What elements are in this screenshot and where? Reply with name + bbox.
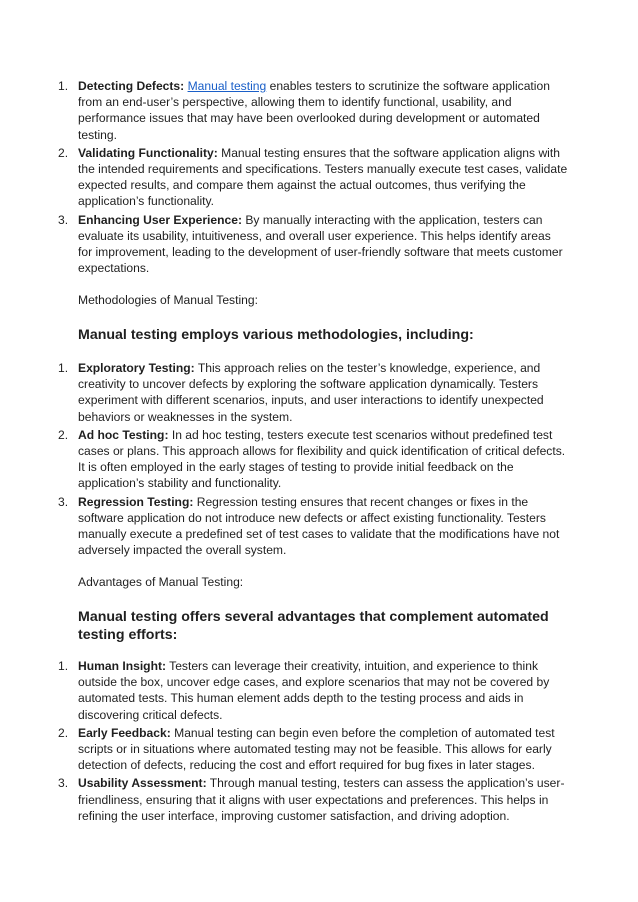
advantages-label: Advantages of Manual Testing: bbox=[78, 575, 244, 589]
list-text: Testers can leverage their creativity, intuition, and experience to think outside the box, uncover edge cases, and explore scenarios that may not be covered by automated tests. This human element adds depth to the testing process and aids in discovering critical defects. bbox=[78, 659, 550, 722]
list-term: Exploratory Testing: bbox=[78, 361, 195, 375]
list-term: Human Insight: bbox=[78, 659, 167, 673]
methodologies-label: Methodologies of Manual Testing: bbox=[78, 293, 258, 307]
list-term: Regression Testing: bbox=[78, 494, 194, 509]
list-item bbox=[58, 658, 568, 723]
list-number: 1. bbox=[58, 79, 69, 93]
list-term: Ad hoc Testing: bbox=[78, 427, 169, 442]
list-number: 3. bbox=[58, 212, 69, 227]
list-text: Manual testing can begin even before the completion of automated test scripts or in situations where automated testing may not be feasible. This allows for early detection of defects, reducing the cost and effort required for bug fixes in later stages. bbox=[78, 725, 555, 773]
advantages-list bbox=[58, 658, 568, 826]
list-term: Enhancing User Experience: bbox=[78, 212, 242, 227]
list-number: 3. bbox=[58, 494, 69, 509]
list-item bbox=[58, 427, 568, 492]
list-number: 3. bbox=[58, 776, 69, 791]
list-item bbox=[58, 145, 568, 210]
list-item bbox=[58, 360, 568, 425]
list-number: 2. bbox=[58, 145, 69, 160]
list-text: Regression testing ensures that recent changes or fixes in the software application do not introduce new defects or affect existing functionality. Testers manually execute a predefined set of test cases to validate that the modifications have not adversely impacted the overall system. bbox=[78, 494, 560, 558]
list-term: Validating Functionality: bbox=[78, 145, 218, 160]
list-item bbox=[58, 78, 568, 143]
list-item bbox=[58, 725, 568, 774]
list-text: enables testers to scrutinize the software application from an end-user’s perspective, allowing them to identify functional, usability, and performance issues that may have been overlooked during development or automated testing. bbox=[78, 79, 550, 142]
list-term: Early Feedback: bbox=[78, 725, 171, 740]
list-text: Manual testing ensures that the software application aligns with the intended requirements and specifications. Testers manually execute test cases, validate expected results, and compare them against the actual outcomes, thus verifying the application’s functionality. bbox=[78, 145, 568, 209]
list-term: Detecting Defects: bbox=[78, 79, 185, 93]
list-number: 2. bbox=[58, 725, 69, 740]
methodologies-heading: Manual testing employs various methodologies, including: bbox=[78, 327, 474, 343]
list-term: Usability Assessment: bbox=[78, 776, 207, 791]
list-text: This approach relies on the tester’s knowledge, experience, and creativity to uncover defects by exploring the software application dynamically. Testers experiment with different scenarios, inputs, and user interactions to identify unexpected behaviors or weaknesses in the system. bbox=[78, 361, 544, 424]
list-item bbox=[58, 212, 568, 277]
list-text: In ad hoc testing, testers execute test scenarios without predefined test cases or plans. This approach allows for flexibility and quick identification of critical defects. It is often employed in the early stages of testing to provide initial feedback on the application’s stability and functionality. bbox=[78, 427, 566, 491]
manual-testing-link[interactable]: Manual testing bbox=[187, 79, 267, 93]
list-item bbox=[58, 775, 568, 824]
advantages-heading: Manual testing offers several advantages that complement automated testing efforts: bbox=[78, 609, 549, 643]
benefits-list bbox=[58, 78, 568, 278]
list-text: By manually interacting with the application, testers can evaluate its usability, intuitiveness, and overall user experience. This helps identify areas for improvement, leading to the development of user-friendly software that meets customer expectations. bbox=[78, 212, 563, 276]
list-item bbox=[58, 494, 568, 559]
list-number: 1. bbox=[58, 361, 69, 375]
list-text: Through manual testing, testers can assess the application’s user-friendliness, ensuring that it aligns with user expectations and preferences. This helps in refining the user interface, improving customer satisfaction, and driving adoption. bbox=[78, 776, 565, 823]
list-number: 2. bbox=[58, 427, 69, 442]
list-number: 1. bbox=[58, 659, 69, 673]
methodologies-list bbox=[58, 360, 568, 560]
